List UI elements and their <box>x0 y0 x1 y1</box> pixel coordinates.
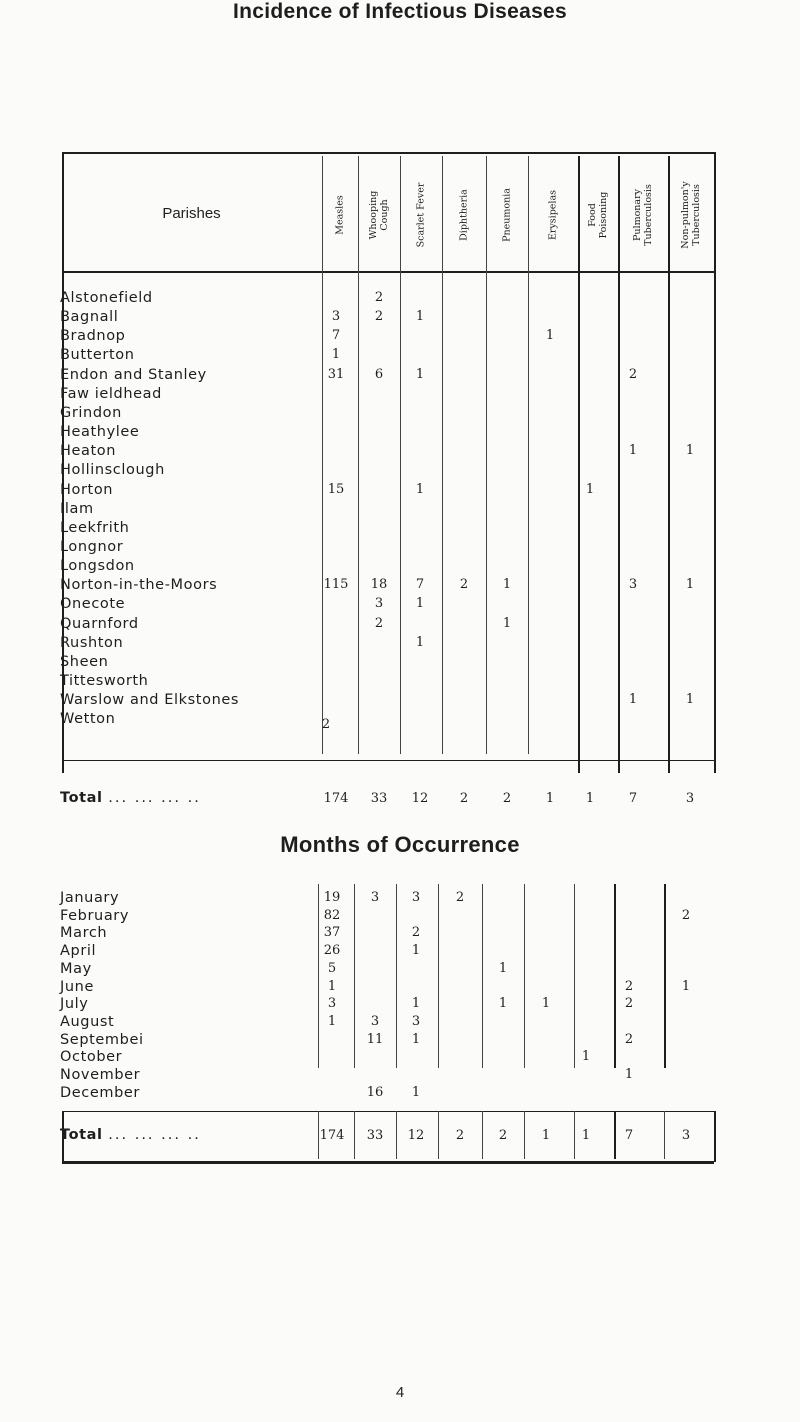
cell-value: 1 <box>411 996 421 1011</box>
row-label: June <box>60 979 94 995</box>
total-value: 2 <box>455 1128 465 1143</box>
column-divider <box>482 884 483 1068</box>
row-label: Leekfrith <box>60 520 130 536</box>
row-label: July <box>60 996 89 1012</box>
months-right-border <box>714 1111 716 1162</box>
total-dots: ... ... ... .. <box>108 790 201 806</box>
months-title-text: Months of Occurrence <box>280 832 520 857</box>
cell-value: 1 <box>331 347 341 362</box>
row-label: Butterton <box>60 347 135 363</box>
cell-value: 1 <box>581 1049 591 1064</box>
cell-value: 1 <box>415 635 425 650</box>
cell-value: 1 <box>624 1067 634 1082</box>
cell-value: 1 <box>681 979 691 994</box>
row-label: May <box>60 961 92 977</box>
row-label: Bagnall <box>60 309 119 325</box>
row-label: Ilam <box>60 501 94 517</box>
right-border <box>714 152 716 773</box>
cell-value: 2 <box>321 717 331 732</box>
row-label: Sheen <box>60 654 109 670</box>
cell-value: 18 <box>370 577 388 592</box>
column-header <box>358 156 400 274</box>
row-label: Faw ieldhead <box>60 386 162 402</box>
cell-value: 2 <box>624 1032 634 1047</box>
total-value: 1 <box>581 1128 591 1143</box>
column-header <box>618 156 668 274</box>
total-dots: ... ... ... .. <box>108 1127 201 1143</box>
column-header <box>528 156 578 274</box>
cell-value: 1 <box>415 596 425 611</box>
cell-value: 82 <box>323 908 341 923</box>
total-value: 7 <box>624 1128 634 1143</box>
row-label: Longnor <box>60 539 124 555</box>
cell-value: 1 <box>415 367 425 382</box>
cell-value: 2 <box>374 309 384 324</box>
cell-value: 2 <box>628 367 638 382</box>
row-label: November <box>60 1067 141 1083</box>
cell-value: 1 <box>585 482 595 497</box>
column-header-label: Food Poisoning <box>587 191 609 239</box>
row-label: Quarnford <box>60 616 139 632</box>
total-value: 2 <box>498 1128 508 1143</box>
months-total-rule <box>62 1111 714 1112</box>
row-label: Horton <box>60 482 114 498</box>
cell-value: 1 <box>685 577 695 592</box>
column-header <box>322 156 358 274</box>
total-value: 12 <box>411 791 429 806</box>
top-border <box>62 152 714 154</box>
cell-value: 2 <box>374 616 384 631</box>
cell-value: 3 <box>374 596 384 611</box>
row-label: Hollinsclough <box>60 462 165 478</box>
column-header-label: Whooping Cough <box>368 190 390 240</box>
cell-value: 1 <box>327 979 337 994</box>
cell-value: 19 <box>323 890 341 905</box>
row-label: January <box>60 890 120 906</box>
row-label: February <box>60 908 130 924</box>
cell-value: 7 <box>331 328 341 343</box>
cell-value: 3 <box>411 1014 421 1029</box>
page-title: Incidence of Infectious Diseases <box>232 0 568 23</box>
page-number: 4 <box>395 1384 405 1401</box>
cell-value: 6 <box>374 367 384 382</box>
cell-value: 2 <box>459 577 469 592</box>
row-label: Norton-in-the-Moors <box>60 577 218 593</box>
cell-value: 1 <box>628 692 638 707</box>
column-header <box>486 156 528 274</box>
row-label: Rushton <box>60 635 124 651</box>
cell-value: 3 <box>370 890 380 905</box>
total-value: 1 <box>585 791 595 806</box>
cell-value: 1 <box>327 1014 337 1029</box>
column-header-label: Pulmonary Tuberculosis <box>632 184 654 246</box>
row-label: Onecote <box>60 596 126 612</box>
row-label: Septembei <box>60 1032 144 1048</box>
row-label: Endon and Stanley <box>60 367 207 383</box>
column-header <box>668 156 714 274</box>
column-divider <box>574 884 575 1068</box>
row-label: Alstonefield <box>60 290 153 306</box>
cell-value: 26 <box>323 943 341 958</box>
cell-value: 2 <box>624 979 634 994</box>
column-header-label: Scarlet Fever <box>415 182 427 248</box>
total-value: 1 <box>541 1128 551 1143</box>
months-title <box>0 832 800 858</box>
total-word: Total <box>60 790 103 806</box>
cell-value: 3 <box>370 1014 380 1029</box>
cell-value: 5 <box>327 961 337 976</box>
cell-value: 2 <box>374 290 384 305</box>
column-divider <box>524 1111 525 1159</box>
row-label: October <box>60 1049 123 1065</box>
bottom-border <box>62 1161 714 1164</box>
cell-value: 1 <box>498 996 508 1011</box>
cell-value: 1 <box>502 616 512 631</box>
cell-value: 37 <box>323 925 341 940</box>
row-label: Heaton <box>60 443 117 459</box>
row-label: Heathylee <box>60 424 140 440</box>
row-label: March <box>60 925 108 941</box>
cell-value: 7 <box>415 577 425 592</box>
column-header-label: Non-pulmon'y Tuberculosis <box>680 181 702 249</box>
total-value: 174 <box>319 1128 345 1143</box>
cell-value: 3 <box>628 577 638 592</box>
cell-value: 1 <box>502 577 512 592</box>
cell-value: 1 <box>685 443 695 458</box>
row-label: Warslow and Elkstones <box>60 692 240 708</box>
cell-value: 15 <box>327 482 345 497</box>
cell-value: 1 <box>411 1032 421 1047</box>
column-header-label: Measles <box>334 195 346 235</box>
column-header <box>442 156 486 274</box>
row-label: Wetton <box>60 711 116 727</box>
cell-value: 1 <box>685 692 695 707</box>
cell-value: 115 <box>323 577 349 592</box>
total-word: Total <box>60 1127 103 1143</box>
row-label: Tittesworth <box>60 673 149 689</box>
row-label: August <box>60 1014 115 1030</box>
total-value: 3 <box>685 791 695 806</box>
total-label <box>60 1127 201 1143</box>
cell-value: 1 <box>541 996 551 1011</box>
column-header-label: Erysipelas <box>547 189 559 241</box>
total-label <box>60 790 201 806</box>
column-header-label: Diphtheria <box>458 189 470 241</box>
cell-value: 1 <box>498 961 508 976</box>
total-value: 1 <box>545 791 555 806</box>
total-value: 174 <box>323 791 349 806</box>
total-value: 7 <box>628 791 638 806</box>
cell-value: 2 <box>681 908 691 923</box>
column-header <box>400 156 442 274</box>
cell-value: 3 <box>411 890 421 905</box>
column-header <box>578 156 618 274</box>
cell-value: 11 <box>366 1032 384 1047</box>
total-value: 33 <box>370 791 388 806</box>
cell-value: 1 <box>411 943 421 958</box>
column-divider <box>524 884 525 1068</box>
row-label: Longsdon <box>60 558 135 574</box>
cell-value: 16 <box>366 1085 384 1100</box>
cell-value: 1 <box>411 1085 421 1100</box>
cell-value: 2 <box>411 925 421 940</box>
total-rule <box>62 760 714 761</box>
cell-value: 1 <box>415 309 425 324</box>
cell-value: 31 <box>327 367 345 382</box>
cell-value: 1 <box>545 328 555 343</box>
row-label: December <box>60 1085 140 1101</box>
row-label: Grindon <box>60 405 122 421</box>
column-divider <box>664 1111 665 1159</box>
total-value: 12 <box>407 1128 425 1143</box>
cell-value: 1 <box>415 482 425 497</box>
cell-value: 2 <box>624 996 634 1011</box>
total-value: 3 <box>681 1128 691 1143</box>
cell-value: 3 <box>327 996 337 1011</box>
cell-value: 3 <box>331 309 341 324</box>
row-label: April <box>60 943 97 959</box>
column-divider <box>438 1111 439 1159</box>
column-header-label: Pneumonia <box>501 188 513 242</box>
column-divider <box>438 884 439 1068</box>
cell-value: 2 <box>455 890 465 905</box>
cell-value: 1 <box>628 443 638 458</box>
total-value: 2 <box>502 791 512 806</box>
total-value: 2 <box>459 791 469 806</box>
parishes-header: Parishes <box>162 205 221 222</box>
row-label: Bradnop <box>60 328 126 344</box>
total-value: 33 <box>366 1128 384 1143</box>
